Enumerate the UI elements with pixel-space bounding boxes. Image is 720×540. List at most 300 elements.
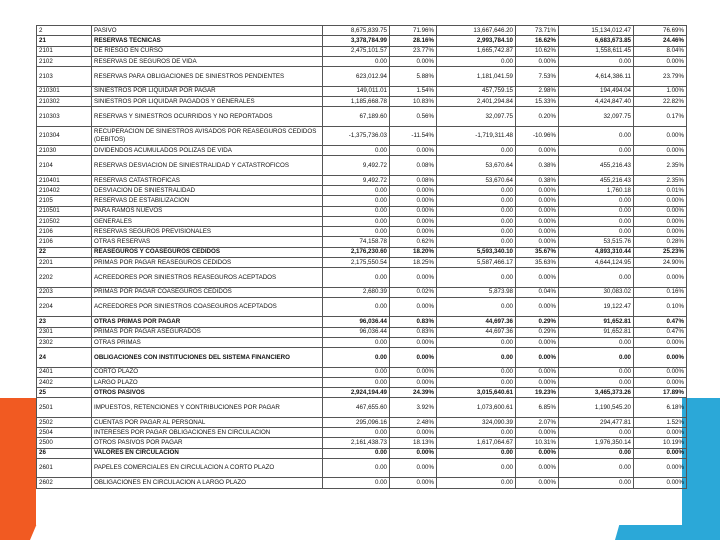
account-code: 2105	[37, 196, 92, 206]
value-period-3: 3,465,373.26	[559, 388, 634, 398]
percent-period-3: 2.35%	[634, 156, 687, 176]
value-period-1: 0.00	[323, 367, 390, 377]
percent-period-2: 0.00%	[516, 56, 559, 66]
percent-period-2: 2.07%	[516, 417, 559, 427]
account-code: 2203	[37, 287, 92, 297]
value-period-3: 0.00	[559, 268, 634, 288]
value-period-2: 3,015,640.61	[437, 388, 516, 398]
value-period-2: 0.00	[437, 448, 516, 458]
percent-period-1: 71.96%	[390, 26, 437, 36]
account-code: 210402	[37, 186, 92, 196]
account-name: VALORES EN CIRCULACION	[92, 448, 323, 458]
percent-period-3: 0.00%	[634, 428, 687, 438]
value-period-2: 1,617,064.67	[437, 438, 516, 448]
account-name: PRIMAS POR PAGAR REASEGUROS CEDIDOS	[92, 257, 323, 267]
value-period-3: 455,216.43	[559, 156, 634, 176]
percent-period-1: 0.00%	[390, 297, 437, 317]
value-period-1: 0.00	[323, 56, 390, 66]
value-period-2: 0.00	[437, 216, 516, 226]
value-period-2: 0.00	[437, 367, 516, 377]
value-period-1: 0.00	[323, 227, 390, 237]
table-row	[37, 196, 687, 206]
table-row	[37, 377, 687, 387]
percent-period-2: 0.00%	[516, 458, 559, 478]
percent-period-2: 2.98%	[516, 86, 559, 96]
percent-period-2: 19.23%	[516, 388, 559, 398]
value-period-2: 0.00	[437, 428, 516, 438]
value-period-3: 0.00	[559, 56, 634, 66]
account-code: 2401	[37, 367, 92, 377]
value-period-3: 0.00	[559, 377, 634, 387]
account-name: RESERVAS PARA OBLIGACIONES DE SINIESTROS PENDIENTES	[92, 67, 323, 87]
value-period-1: 2,175,550.54	[323, 257, 390, 267]
table-row	[37, 227, 687, 237]
percent-period-1: 0.00%	[390, 478, 437, 488]
percent-period-1: 0.00%	[390, 448, 437, 458]
percent-period-3: 0.17%	[634, 107, 687, 127]
value-period-1: 0.00	[323, 478, 390, 488]
account-code: 21	[37, 36, 92, 46]
value-period-3: 0.00	[559, 458, 634, 478]
percent-period-1: 28.16%	[390, 36, 437, 46]
percent-period-2: 10.31%	[516, 438, 559, 448]
value-period-2: 2,993,784.10	[437, 36, 516, 46]
account-code: 2101	[37, 46, 92, 56]
percent-period-1: 0.00%	[390, 196, 437, 206]
percent-period-2: 0.29%	[516, 327, 559, 337]
percent-period-2: 0.00%	[516, 186, 559, 196]
value-period-3: 1,190,545.20	[559, 398, 634, 418]
table-row	[37, 26, 687, 36]
table-row	[37, 417, 687, 427]
value-period-2: 0.00	[437, 377, 516, 387]
account-name: GENERALES	[92, 216, 323, 226]
percent-period-1: 0.00%	[390, 227, 437, 237]
percent-period-2: 0.00%	[516, 367, 559, 377]
value-period-1: 8,675,839.75	[323, 26, 390, 36]
percent-period-1: 0.00%	[390, 186, 437, 196]
value-period-2: 53,670.64	[437, 156, 516, 176]
value-period-1: 9,492.72	[323, 175, 390, 185]
table-row	[37, 86, 687, 96]
balance-sheet-document	[36, 25, 682, 525]
account-code: 21030	[37, 146, 92, 156]
percent-period-3: 0.00%	[634, 377, 687, 387]
percent-period-2: 10.62%	[516, 46, 559, 56]
percent-period-2: 0.38%	[516, 175, 559, 185]
value-period-3: 30,083.02	[559, 287, 634, 297]
value-period-2: 0.00	[437, 337, 516, 347]
percent-period-3: 0.00%	[634, 126, 687, 146]
percent-period-2: 35.63%	[516, 257, 559, 267]
table-row	[37, 317, 687, 327]
value-period-1: 2,924,194.49	[323, 388, 390, 398]
value-period-1: 9,492.72	[323, 156, 390, 176]
table-row	[37, 186, 687, 196]
percent-period-2: 0.00%	[516, 268, 559, 288]
value-period-1: 0.00	[323, 186, 390, 196]
account-code: 2202	[37, 268, 92, 288]
account-name: IMPUESTOS, RETENCIONES Y CONTRIBUCIONES POR PAGAR	[92, 398, 323, 418]
table-row	[37, 257, 687, 267]
account-code: 2204	[37, 297, 92, 317]
percent-period-1: 3.92%	[390, 398, 437, 418]
account-code: 23	[37, 317, 92, 327]
percent-period-2: 0.00%	[516, 146, 559, 156]
account-name: RESERVAS CATASTROFICAS	[92, 175, 323, 185]
table-row	[37, 388, 687, 398]
percent-period-3: 1.00%	[634, 86, 687, 96]
table-row	[37, 438, 687, 448]
decor-orange-band	[0, 398, 30, 540]
table-row	[37, 175, 687, 185]
percent-period-1: -11.54%	[390, 126, 437, 146]
account-code: 210301	[37, 86, 92, 96]
value-period-2: 0.00	[437, 348, 516, 368]
account-name: PASIVO	[92, 26, 323, 36]
account-code: 2106	[37, 227, 92, 237]
account-name: INTERESES POR PAGAR OBLIGACIONES EN CIRCULACION	[92, 428, 323, 438]
account-name: OTRAS PRIMAS	[92, 337, 323, 347]
table-row	[37, 287, 687, 297]
liabilities-table	[36, 25, 687, 489]
table-row	[37, 428, 687, 438]
table-row	[37, 297, 687, 317]
percent-period-1: 0.00%	[390, 216, 437, 226]
value-period-2: 0.00	[437, 206, 516, 216]
table-row	[37, 107, 687, 127]
account-code: 2301	[37, 327, 92, 337]
percent-period-3: 0.00%	[634, 268, 687, 288]
percent-period-1: 0.83%	[390, 317, 437, 327]
percent-period-1: 23.77%	[390, 46, 437, 56]
percent-period-3: 0.10%	[634, 297, 687, 317]
table-row	[37, 268, 687, 288]
value-period-2: 0.00	[437, 478, 516, 488]
table-row	[37, 458, 687, 478]
account-name: RECUPERACION DE SINIESTROS AVISADOS POR REASEGUROS CEDIDOS (DEBITOS)	[92, 126, 323, 146]
value-period-2: 1,665,742.87	[437, 46, 516, 56]
account-name: CUENTAS POR PAGAR AL PERSONAL	[92, 417, 323, 427]
value-period-1: 0.00	[323, 216, 390, 226]
percent-period-1: 0.00%	[390, 458, 437, 478]
percent-period-3: 0.00%	[634, 348, 687, 368]
value-period-3: 19,122.47	[559, 297, 634, 317]
account-code: 2102	[37, 56, 92, 66]
account-name: ACREEDORES POR SINIESTROS REASEGUROS ACEPTADOS	[92, 268, 323, 288]
value-period-1: 2,680.39	[323, 287, 390, 297]
value-period-1: 0.00	[323, 206, 390, 216]
account-code: 210501	[37, 206, 92, 216]
value-period-3: 194,494.04	[559, 86, 634, 96]
value-period-2: 32,097.75	[437, 107, 516, 127]
value-period-1: 0.00	[323, 297, 390, 317]
liabilities-table-body	[37, 26, 687, 489]
percent-period-1: 0.00%	[390, 206, 437, 216]
value-period-3: 0.00	[559, 367, 634, 377]
account-name: REASEGUROS Y COASEGUROS CEDIDOS	[92, 247, 323, 257]
account-name: RESERVAS DE SEGUROS DE VIDA	[92, 56, 323, 66]
value-period-1: 295,096.16	[323, 417, 390, 427]
value-period-3: 0.00	[559, 196, 634, 206]
table-row	[37, 56, 687, 66]
percent-period-2: 0.00%	[516, 216, 559, 226]
percent-period-3: 6.18%	[634, 398, 687, 418]
value-period-1: 0.00	[323, 348, 390, 368]
table-row	[37, 398, 687, 418]
table-row	[37, 67, 687, 87]
value-period-1: 3,378,784.99	[323, 36, 390, 46]
value-period-3: 1,558,611.45	[559, 46, 634, 56]
table-row	[37, 36, 687, 46]
table-row	[37, 478, 687, 488]
account-name: CORTO PLAZO	[92, 367, 323, 377]
percent-period-3: 23.79%	[634, 67, 687, 87]
account-code: 210502	[37, 216, 92, 226]
value-period-3: 1,976,350.14	[559, 438, 634, 448]
table-row	[37, 146, 687, 156]
value-period-1: 0.00	[323, 268, 390, 288]
percent-period-2: 16.62%	[516, 36, 559, 46]
percent-period-1: 0.56%	[390, 107, 437, 127]
percent-period-1: 0.08%	[390, 156, 437, 176]
account-name: SINIESTROS POR LIQUIDAR PAGADOS Y GENERALES	[92, 96, 323, 106]
account-code: 2602	[37, 478, 92, 488]
value-period-1: 623,012.94	[323, 67, 390, 87]
percent-period-2: 35.67%	[516, 247, 559, 257]
percent-period-1: 18.25%	[390, 257, 437, 267]
percent-period-2: 0.00%	[516, 377, 559, 387]
table-row	[37, 247, 687, 257]
account-name: RESERVAS DE ESTABILIZACION	[92, 196, 323, 206]
percent-period-3: 0.00%	[634, 337, 687, 347]
percent-period-2: 0.00%	[516, 206, 559, 216]
account-code: 2201	[37, 257, 92, 267]
percent-period-3: 0.47%	[634, 317, 687, 327]
account-name: PARA RAMOS NUEVOS	[92, 206, 323, 216]
value-period-3: 0.00	[559, 348, 634, 368]
percent-period-3: 0.28%	[634, 237, 687, 247]
value-period-3: 6,683,673.85	[559, 36, 634, 46]
percent-period-3: 0.16%	[634, 287, 687, 297]
value-period-2: 13,667,646.20	[437, 26, 516, 36]
table-row	[37, 156, 687, 176]
value-period-1: 0.00	[323, 428, 390, 438]
account-name: LARGO PLAZO	[92, 377, 323, 387]
account-code: 2	[37, 26, 92, 36]
percent-period-3: 22.82%	[634, 96, 687, 106]
value-period-1: 2,176,230.60	[323, 247, 390, 257]
account-name: OBLIGACIONES EN CIRCULACION A LARGO PLAZO	[92, 478, 323, 488]
account-code: 2500	[37, 438, 92, 448]
percent-period-2: 0.00%	[516, 337, 559, 347]
percent-period-3: 25.23%	[634, 247, 687, 257]
account-code: 2302	[37, 337, 92, 347]
value-period-3: 4,644,124.95	[559, 257, 634, 267]
percent-period-3: 0.00%	[634, 206, 687, 216]
value-period-3: 4,893,310.44	[559, 247, 634, 257]
percent-period-2: 0.29%	[516, 317, 559, 327]
value-period-1: 74,158.78	[323, 237, 390, 247]
value-period-3: 91,652.81	[559, 327, 634, 337]
value-period-2: 0.00	[437, 56, 516, 66]
percent-period-3: 17.89%	[634, 388, 687, 398]
account-name: DE RIESGO EN CURSO	[92, 46, 323, 56]
percent-period-2: 15.33%	[516, 96, 559, 106]
value-period-2: 0.00	[437, 146, 516, 156]
table-row	[37, 96, 687, 106]
value-period-1: 467,655.60	[323, 398, 390, 418]
account-code: 2104	[37, 156, 92, 176]
percent-period-1: 0.02%	[390, 287, 437, 297]
percent-period-3: 0.00%	[634, 216, 687, 226]
percent-period-2: 0.00%	[516, 348, 559, 368]
account-name: RESERVAS SEGUROS PREVISIONALES	[92, 227, 323, 237]
table-row	[37, 46, 687, 56]
account-code: 24	[37, 348, 92, 368]
value-period-3: 0.00	[559, 206, 634, 216]
percent-period-1: 10.83%	[390, 96, 437, 106]
percent-period-1: 0.00%	[390, 146, 437, 156]
value-period-3: 91,652.81	[559, 317, 634, 327]
percent-period-1: 0.08%	[390, 175, 437, 185]
account-code: 2501	[37, 398, 92, 418]
account-name: SINIESTROS POR LIQUIDAR POR PAGAR	[92, 86, 323, 96]
percent-period-2: 0.00%	[516, 227, 559, 237]
account-code: 2103	[37, 67, 92, 87]
value-period-2: 0.00	[437, 237, 516, 247]
percent-period-1: 1.54%	[390, 86, 437, 96]
value-period-2: 0.00	[437, 186, 516, 196]
account-code: 2504	[37, 428, 92, 438]
percent-period-3: 0.00%	[634, 478, 687, 488]
value-period-1: 0.00	[323, 146, 390, 156]
percent-period-3: 0.00%	[634, 458, 687, 478]
table-row	[37, 126, 687, 146]
value-period-3: 455,216.43	[559, 175, 634, 185]
percent-period-3: 76.69%	[634, 26, 687, 36]
value-period-1: 0.00	[323, 458, 390, 478]
value-period-2: 2,401,294.84	[437, 96, 516, 106]
account-code: 2601	[37, 458, 92, 478]
table-row	[37, 337, 687, 347]
percent-period-1: 0.00%	[390, 348, 437, 368]
value-period-2: 0.00	[437, 268, 516, 288]
table-row	[37, 367, 687, 377]
account-code: 2106	[37, 237, 92, 247]
value-period-2: 0.00	[437, 196, 516, 206]
percent-period-1: 2.48%	[390, 417, 437, 427]
percent-period-3: 0.00%	[634, 146, 687, 156]
table-row	[37, 237, 687, 247]
table-row	[37, 327, 687, 337]
value-period-2: 1,073,600.61	[437, 398, 516, 418]
value-period-1: 0.00	[323, 337, 390, 347]
percent-period-2: 0.00%	[516, 448, 559, 458]
value-period-3: 0.00	[559, 337, 634, 347]
account-name: OTROS PASIVOS POR PAGAR	[92, 438, 323, 448]
account-name: OTRAS PRIMAS POR PAGAR	[92, 317, 323, 327]
account-name: PRIMAS POR PAGAR ASEGURADOS	[92, 327, 323, 337]
value-period-2: 5,593,340.10	[437, 247, 516, 257]
percent-period-3: 0.00%	[634, 227, 687, 237]
value-period-1: 96,036.44	[323, 327, 390, 337]
value-period-1: 67,189.60	[323, 107, 390, 127]
percent-period-1: 0.00%	[390, 367, 437, 377]
account-code: 22	[37, 247, 92, 257]
value-period-2: 53,670.64	[437, 175, 516, 185]
account-code: 25	[37, 388, 92, 398]
percent-period-2: 0.20%	[516, 107, 559, 127]
value-period-2: 324,090.39	[437, 417, 516, 427]
value-period-1: 0.00	[323, 196, 390, 206]
account-code: 210304	[37, 126, 92, 146]
percent-period-3: 24.90%	[634, 257, 687, 267]
value-period-2: 0.00	[437, 458, 516, 478]
percent-period-1: 18.13%	[390, 438, 437, 448]
account-name: PRIMAS POR PAGAR COASEGUROS CEDIDOS	[92, 287, 323, 297]
percent-period-3: 0.00%	[634, 196, 687, 206]
percent-period-3: 10.19%	[634, 438, 687, 448]
account-name: DIVIDENDOS ACUMULADOS POLIZAS DE VIDA	[92, 146, 323, 156]
value-period-3: 4,424,847.40	[559, 96, 634, 106]
value-period-2: 44,697.36	[437, 317, 516, 327]
table-row	[37, 216, 687, 226]
percent-period-2: 0.00%	[516, 297, 559, 317]
percent-period-2: 6.85%	[516, 398, 559, 418]
value-period-3: 0.00	[559, 126, 634, 146]
percent-period-1: 24.39%	[390, 388, 437, 398]
account-name: OBLIGACIONES CON INSTITUCIONES DEL SISTEMA FINANCIERO	[92, 348, 323, 368]
value-period-2: 5,587,466.17	[437, 257, 516, 267]
percent-period-2: 0.00%	[516, 478, 559, 488]
value-period-3: 0.00	[559, 428, 634, 438]
value-period-2: -1,719,311.48	[437, 126, 516, 146]
value-period-3: 1,760.18	[559, 186, 634, 196]
value-period-3: 15,134,012.47	[559, 26, 634, 36]
account-name: DESVIACION DE SINIESTRALIDAD	[92, 186, 323, 196]
value-period-3: 0.00	[559, 478, 634, 488]
table-row	[37, 448, 687, 458]
percent-period-1: 0.00%	[390, 428, 437, 438]
account-name: ACREEDORES POR SINIESTROS COASEGUROS ACEPTADOS	[92, 297, 323, 317]
account-code: 2502	[37, 417, 92, 427]
account-code: 210302	[37, 96, 92, 106]
table-row	[37, 348, 687, 368]
value-period-3: 0.00	[559, 146, 634, 156]
value-period-2: 1,181,041.59	[437, 67, 516, 87]
account-name: RESERVAS DESVIACION DE SINIESTRALIDAD Y CATASTROFICOS	[92, 156, 323, 176]
value-period-1: 96,036.44	[323, 317, 390, 327]
value-period-2: 457,759.15	[437, 86, 516, 96]
percent-period-3: 24.46%	[634, 36, 687, 46]
value-period-3: 53,515.76	[559, 237, 634, 247]
account-name: OTROS PASIVOS	[92, 388, 323, 398]
account-code: 26	[37, 448, 92, 458]
percent-period-1: 0.62%	[390, 237, 437, 247]
percent-period-1: 0.00%	[390, 268, 437, 288]
value-period-1: 0.00	[323, 377, 390, 387]
value-period-1: 149,011.01	[323, 86, 390, 96]
percent-period-2: 7.53%	[516, 67, 559, 87]
account-code: 210303	[37, 107, 92, 127]
value-period-1: 2,475,101.57	[323, 46, 390, 56]
value-period-2: 44,697.36	[437, 327, 516, 337]
percent-period-3: 0.00%	[634, 56, 687, 66]
value-period-3: 0.00	[559, 216, 634, 226]
percent-period-2: 0.00%	[516, 237, 559, 247]
value-period-2: 5,873.98	[437, 287, 516, 297]
